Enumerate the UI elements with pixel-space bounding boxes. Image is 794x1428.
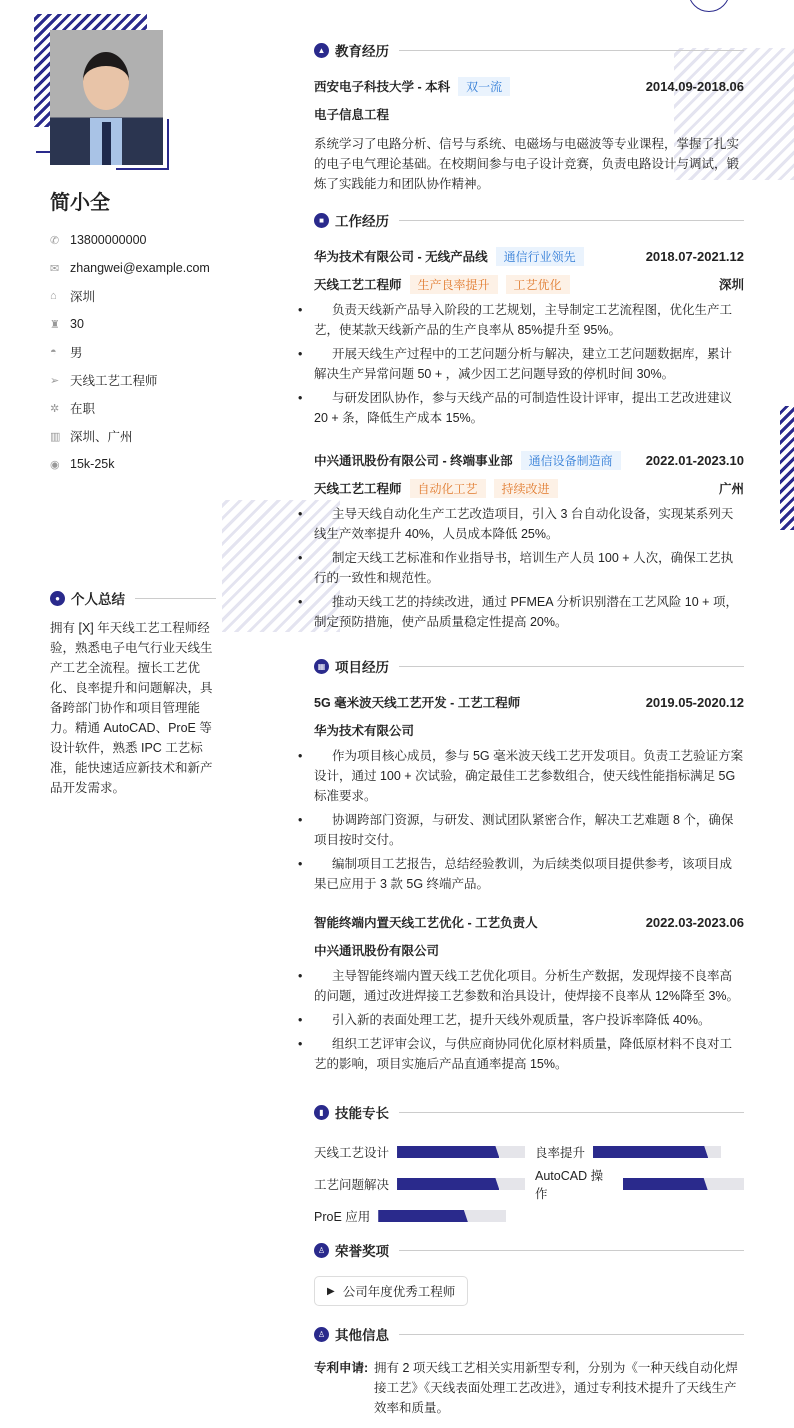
- skill-item: [314, 1200, 535, 1232]
- school-tag: 双一流: [458, 77, 510, 96]
- graduation-cap-icon: ▲: [314, 43, 329, 58]
- avatar-photo: [50, 30, 163, 165]
- deco-circle: [688, 0, 730, 12]
- company-tag: 通信行业领先: [496, 247, 584, 266]
- company-row: [314, 242, 744, 270]
- info-row: [50, 338, 250, 366]
- user-icon: ●: [50, 591, 65, 606]
- bullet-item: • 引入新的表面处理工艺，提升天线外观质量，客户投诉率降低 40%。: [314, 1010, 744, 1030]
- skill-item: [535, 1168, 744, 1200]
- skill-item: [314, 1136, 535, 1168]
- skill-item: [314, 1168, 535, 1200]
- bar-chart-icon: ▮: [314, 1105, 329, 1120]
- contact-info: [50, 226, 250, 478]
- skill-bar: [623, 1178, 744, 1190]
- section-title: 项目经历: [335, 660, 389, 675]
- skill-tag: 持续改进: [494, 479, 558, 498]
- skill-bar: [378, 1210, 506, 1222]
- company-tag: 通信设备制造商: [521, 451, 621, 470]
- skill-name: 天线工艺设计: [314, 1146, 390, 1160]
- info-row: [50, 366, 250, 394]
- section-title: 个人总结: [71, 592, 125, 607]
- mail-icon: ✉: [50, 262, 60, 275]
- school-name: 西安电子科技大学 - 本科: [314, 80, 451, 94]
- other-value: 拥有 2 项天线工艺相关实用新型专利，分别为《一种天线自动化焊接工艺》《天线表面处理工艺改进》，通过专利技术提升了天线生产效率和质量。: [374, 1361, 738, 1415]
- award-icon: ♙: [314, 1327, 329, 1342]
- role-row: [314, 474, 744, 502]
- section-title: 其他信息: [335, 1328, 389, 1343]
- work-entry: [314, 446, 744, 632]
- skill-name: 良率提升: [535, 1146, 586, 1160]
- bullet-list: [314, 504, 744, 632]
- briefcase-icon: ■: [314, 213, 329, 228]
- summary-section: [50, 588, 216, 798]
- role-row: [314, 270, 744, 298]
- project-row: [314, 908, 744, 936]
- project-company: 中兴通讯股份有限公司: [314, 944, 440, 958]
- other-key: 专利申请:: [314, 1361, 369, 1375]
- skill-name: 工艺问题解决: [314, 1178, 390, 1192]
- info-row: [50, 282, 250, 310]
- candidate-name: 简小全: [50, 192, 110, 214]
- salary-icon: ◉: [50, 458, 60, 471]
- info-value: 15k-25k: [70, 457, 115, 471]
- award-label: 公司年度优秀工程师: [342, 1285, 456, 1299]
- project-row: [314, 688, 744, 716]
- skill-tag: 自动化工艺: [410, 479, 486, 498]
- skill-bar: [397, 1178, 525, 1190]
- info-row: [50, 422, 250, 450]
- section-title: 荣誉奖项: [335, 1244, 389, 1259]
- bullet-item: • 负责天线新产品导入阶段的工艺规划，主导制定工艺流程图，优化生产工艺，使某款天线新产品的生产良率从 85%提升至 95%。: [314, 300, 744, 340]
- project-date: 2019.05-2020.12: [645, 694, 744, 710]
- phone-icon: ✆: [50, 234, 60, 247]
- skill-bar-fill: [593, 1146, 708, 1158]
- info-value: 在职: [70, 402, 96, 416]
- project-entry: [314, 688, 744, 894]
- bullet-list: [314, 746, 744, 894]
- project-entry: [314, 908, 744, 1074]
- age-icon: ♜: [50, 318, 60, 331]
- bullet-item: • 组织工艺评审会议，与供应商协同优化原材料质量，降低原材料不良对工艺的影响，项目实施后产品直通率提高 15%。: [314, 1034, 744, 1074]
- info-value: zhangwei@example.com: [70, 261, 210, 275]
- city: 深圳: [718, 278, 744, 292]
- skill-bar-fill: [378, 1210, 468, 1222]
- edu-desc: 系统学习了电路分析、信号与系统、电磁场与电磁波等专业课程，掌握了扎实的电子电气理论基础。在校期间参与电子设计竞赛，负责电路设计与调试，锻炼了实践能力和团队协作精神。: [314, 137, 740, 191]
- role: 天线工艺工程师: [314, 278, 402, 292]
- section-title: 教育经历: [335, 44, 389, 59]
- skills-section: [314, 1102, 744, 1232]
- info-row: [50, 310, 250, 338]
- info-row: [50, 394, 250, 422]
- skill-tag: 工艺优化: [506, 275, 570, 294]
- skill-name: AutoCAD 操作: [535, 1169, 604, 1201]
- info-value: 13800000000: [70, 233, 147, 247]
- deco-stripes: [780, 406, 794, 530]
- gender-icon: ◓: [50, 346, 57, 358]
- bullet-item: • 编制项目工艺报告，总结经验教训，为后续类似项目提供参考，该项目成果已应用于 3 款 5G 终端产品。: [314, 854, 744, 894]
- other-section: [314, 1324, 744, 1418]
- bullet-item: • 与研发团队协作，参与天线产品的可制造性设计评审，提出工艺改进建议 20 + 条，降低生产成本 15%。: [314, 388, 744, 428]
- info-row: [50, 450, 250, 478]
- info-row: [50, 226, 250, 254]
- major: 电子信息工程: [314, 108, 390, 122]
- company-row: [314, 446, 744, 474]
- info-row: [50, 254, 250, 282]
- project-company: 华为技术有限公司: [314, 724, 415, 738]
- skill-bar-fill: [397, 1178, 499, 1190]
- company-name: 中兴通讯股份有限公司 - 终端事业部: [314, 454, 513, 468]
- home-icon: ⌂: [50, 290, 57, 302]
- skill-tag: 生产良率提升: [410, 275, 498, 294]
- work-date: 2018.07-2021.12: [645, 248, 744, 264]
- bullet-item: • 主导智能终端内置天线工艺优化项目。分析生产数据，发现焊接不良率高的问题，通过改进焊接工艺参数和治具设计，使焊接不良率从 12%降至 3%。: [314, 966, 744, 1006]
- bullet-item: • 推动天线工艺的持续改进，通过 PFMEA 分析识别潜在工艺风险 10 + 项，制定预防措施，使产品质量稳定性提高 20%。: [314, 592, 744, 632]
- skill-item: [535, 1136, 744, 1168]
- summary-text: 拥有 [X] 年天线工艺工程师经验，熟悉电子电气行业天线生产工艺全流程。擅长工艺优化、良率提升和问题解决，具备跨部门协作和项目管理能力。精通 AutoCAD、ProE 等设计软件，熟悉 IPC 工艺标准，能快速适应新技术和新产品开发需求。: [50, 621, 213, 795]
- award-item: [314, 1276, 468, 1306]
- bullet-list: [314, 300, 744, 428]
- info-value: 深圳、广州: [70, 430, 133, 444]
- skill-bar: [397, 1146, 525, 1158]
- bullet-item: • 协调跨部门资源，与研发、测试团队紧密合作，解决工艺难题 8 个，确保项目按时交付。: [314, 810, 744, 850]
- edu-date: 2014.09-2018.06: [645, 78, 744, 94]
- skill-bar: [593, 1146, 721, 1158]
- section-title: 技能专长: [335, 1106, 389, 1121]
- bullet-item: • 制定天线工艺标准和作业指导书，培训生产人员 100 + 人次，确保工艺执行的一致性和规范性。: [314, 548, 744, 588]
- status-icon: ✲: [50, 402, 60, 415]
- grid-icon: ▦: [314, 659, 329, 674]
- send-icon: ➢: [50, 374, 60, 387]
- info-value: 30: [70, 317, 84, 331]
- project-name: 5G 毫米波天线工艺开发 - 工艺工程师: [314, 696, 521, 710]
- work-entry: [314, 242, 744, 428]
- bullet-list: [314, 966, 744, 1074]
- building-icon: ▥: [50, 430, 61, 443]
- role: 天线工艺工程师: [314, 482, 402, 496]
- skill-name: ProE 应用: [314, 1210, 371, 1224]
- award-icon: ♙: [314, 1243, 329, 1258]
- info-value: 天线工艺工程师: [70, 374, 158, 388]
- company-name: 华为技术有限公司 - 无线产品线: [314, 250, 488, 264]
- bullet-item: • 作为项目核心成员，参与 5G 毫米波天线工艺开发项目。负责工艺验证方案设计，通过 100 + 次试验，确定最佳工艺参数组合，使天线性能指标满足 5G 标准要求。: [314, 746, 744, 806]
- section-title: 工作经历: [335, 214, 389, 229]
- info-value: 深圳: [70, 290, 96, 304]
- skill-bar-fill: [397, 1146, 499, 1158]
- project-name: 智能终端内置天线工艺优化 - 工艺负责人: [314, 916, 538, 930]
- bullet-item: • 开展天线生产过程中的工艺问题分析与解决，建立工艺问题数据库，累计解决生产异常问题 50 + ，减少因工艺问题导致的停机时间 30%。: [314, 344, 744, 384]
- play-icon: ▶: [327, 1285, 335, 1297]
- education-section: [314, 40, 744, 194]
- work-section: [314, 210, 744, 636]
- info-value: 男: [70, 346, 83, 360]
- work-date: 2022.01-2023.10: [645, 452, 744, 468]
- project-date: 2022.03-2023.06: [645, 914, 744, 930]
- skill-bar-fill: [623, 1178, 708, 1190]
- city: 广州: [718, 482, 744, 496]
- honors-section: [314, 1240, 744, 1306]
- bullet-item: • 主导天线自动化生产工艺改造项目，引入 3 台自动化设备，实现某系列天线生产效率提升 40%，人员成本降低 25%。: [314, 504, 744, 544]
- projects-section: [314, 656, 744, 1078]
